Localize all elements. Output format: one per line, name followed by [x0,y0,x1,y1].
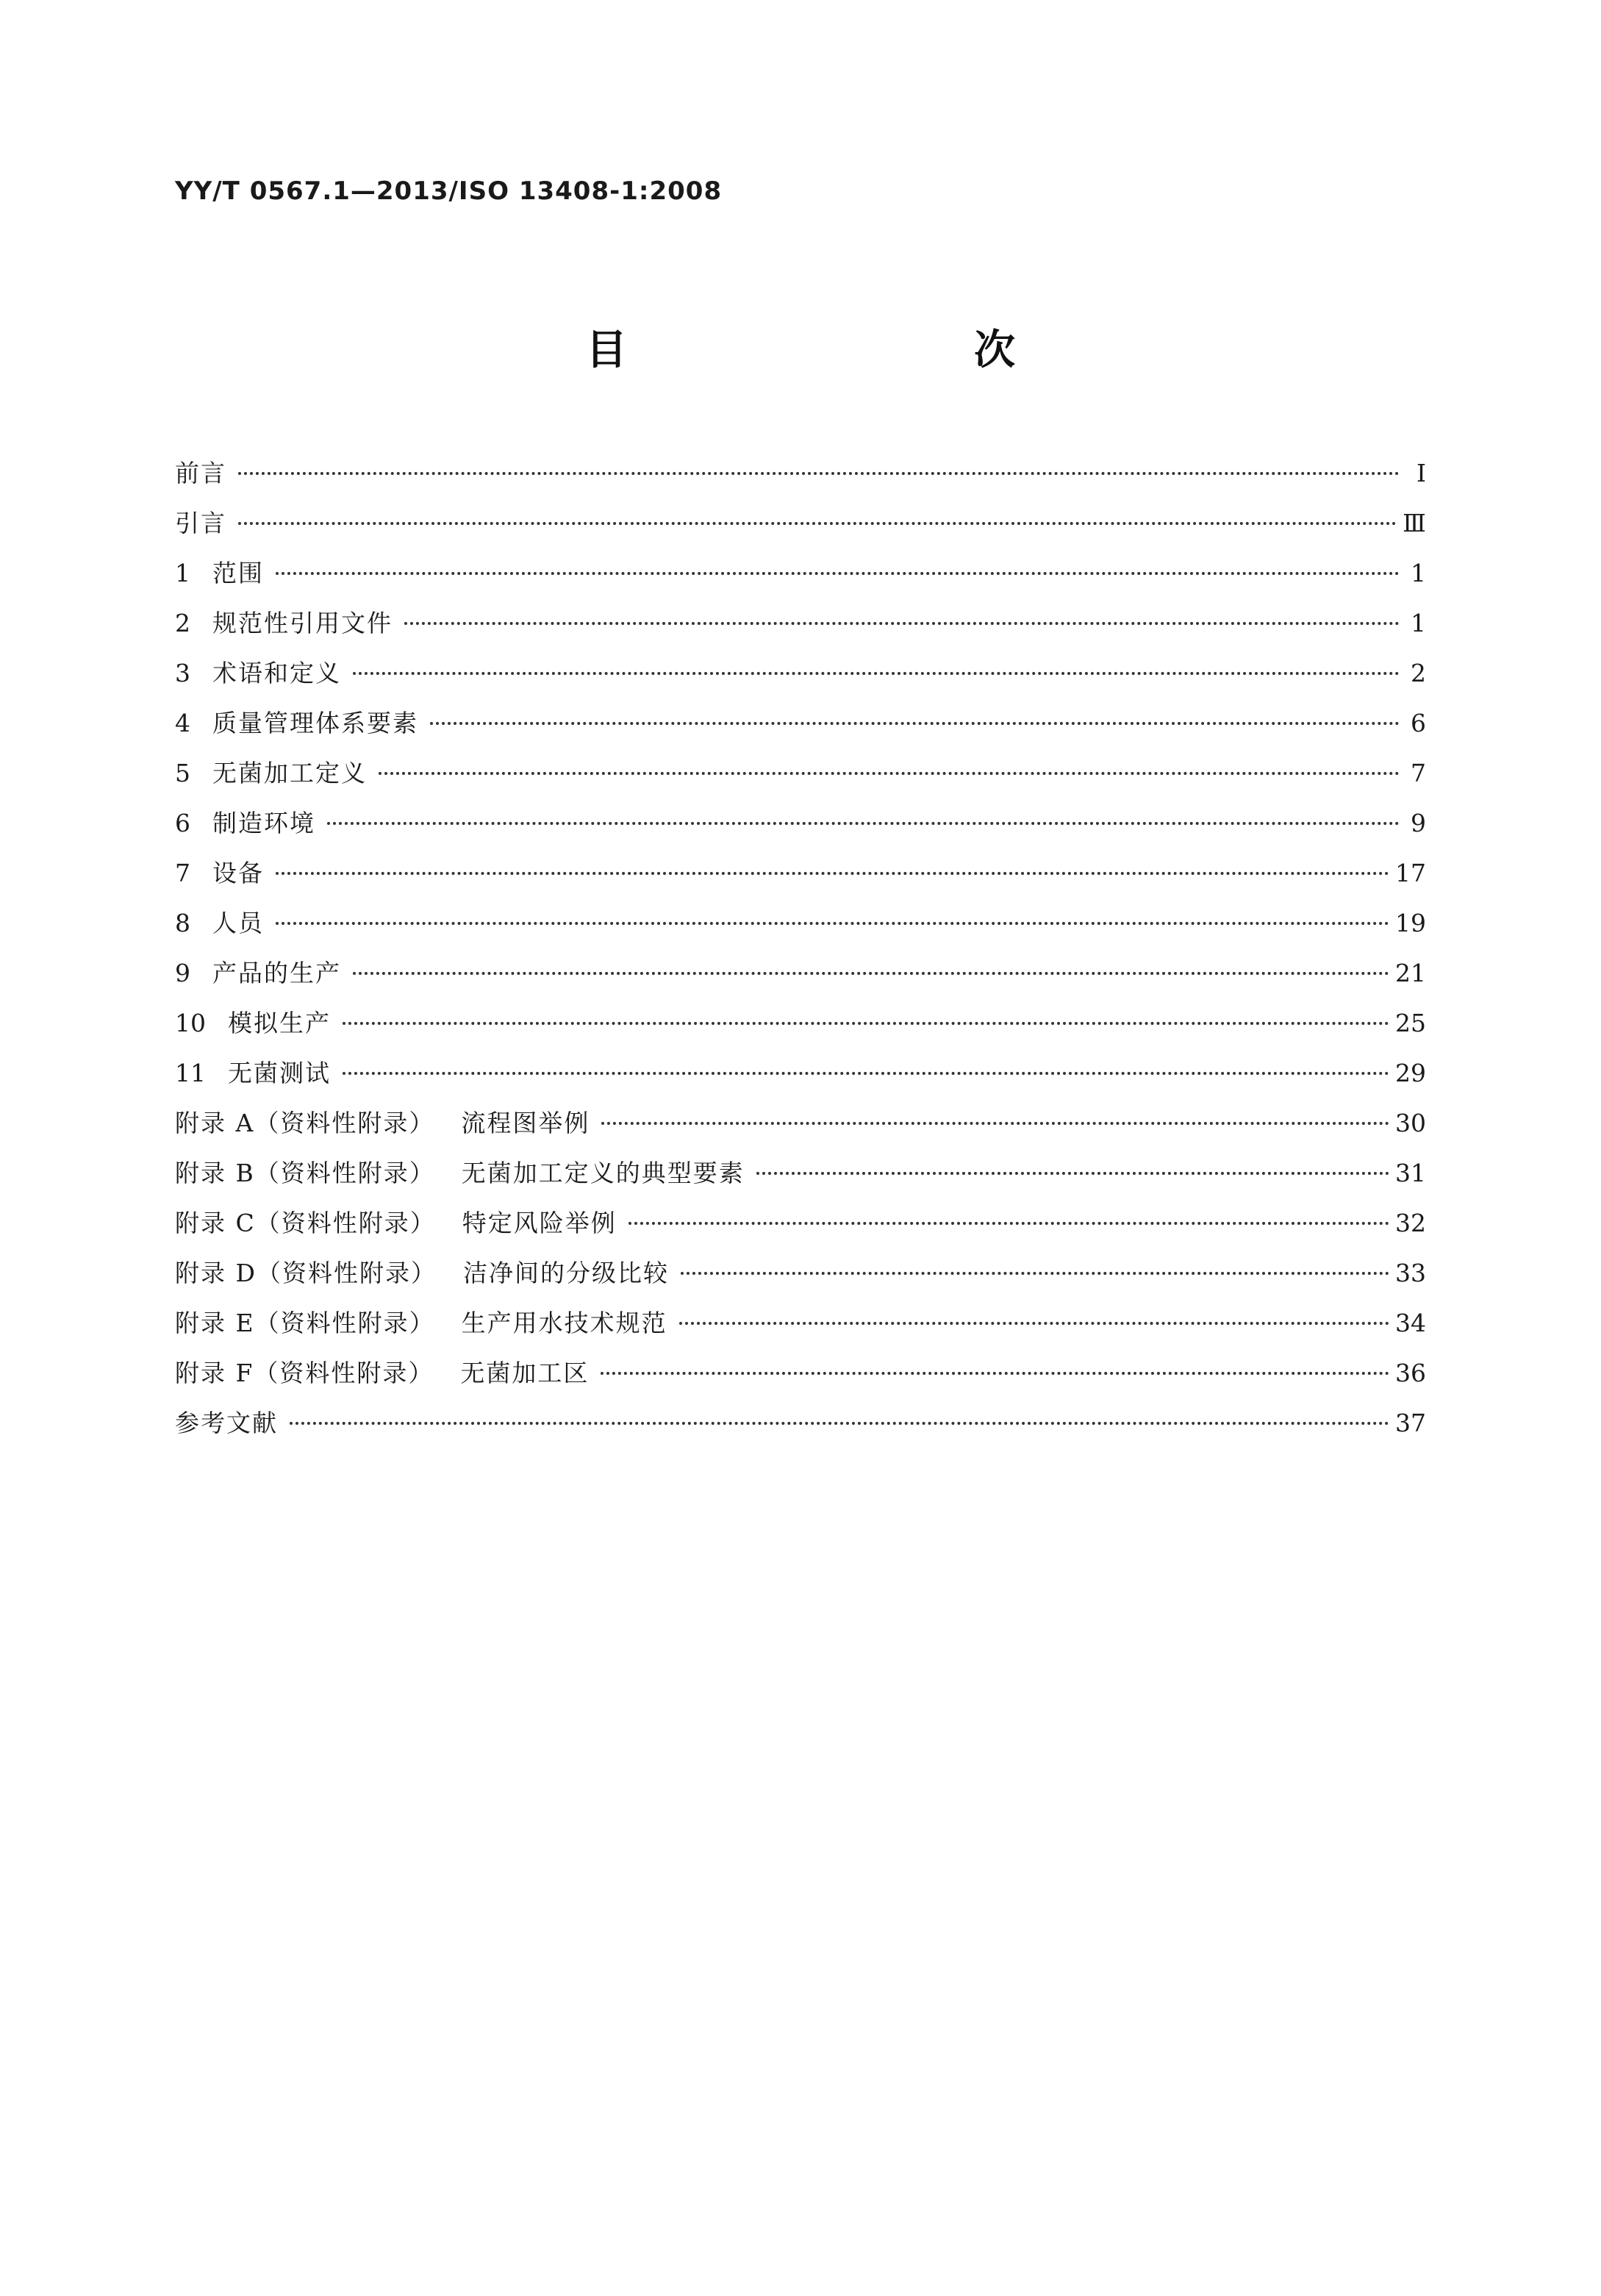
toc-dot-leader [404,622,1400,625]
toc-dot-leader [276,872,1389,875]
toc-entry-label: 前言 [175,459,226,487]
toc-entry-label: 模拟生产 [228,1009,331,1037]
toc-entry-10[interactable] [175,998,1426,1048]
toc-entry-number: 7 [175,859,190,887]
toc-entry-annex-b[interactable] [175,1148,1426,1198]
toc-entry-5[interactable] [175,748,1426,798]
toc-entry-introduction[interactable] [175,498,1426,548]
toc-entry-page: 2 [1411,659,1426,687]
toc-entry-number: 6 [175,809,190,837]
toc-entry-annex-e[interactable] [175,1298,1426,1348]
toc-dot-leader [343,1072,1389,1075]
toc-entry-3[interactable] [175,648,1426,698]
toc-entry-4[interactable] [175,698,1426,748]
toc-entry-page: 33 [1395,1259,1426,1287]
toc-entry-label: 生产用水技术规范 [461,1309,667,1337]
toc-entry-label: 制造环境 [212,809,315,837]
toc-annex-designation: 附录 D（资料性附录） [175,1259,437,1287]
toc-dot-leader [628,1222,1389,1225]
toc-entry-page: 32 [1395,1209,1426,1237]
toc-entry-7[interactable] [175,848,1426,898]
toc-annex-designation: 附录 B（资料性附录） [175,1159,435,1187]
toc-entry-page: 34 [1395,1309,1426,1337]
toc-entry-page: Ⅰ [1416,459,1426,487]
toc-dot-leader [327,822,1400,825]
toc-entry-label: 产品的生产 [212,959,341,987]
toc-entry-page: 7 [1411,759,1426,787]
toc-entry-page: 37 [1395,1409,1426,1437]
toc-entry-label: 规范性引用文件 [212,609,393,637]
toc-entry-page: 1 [1411,559,1426,587]
toc-entry-label: 流程图举例 [461,1109,590,1137]
toc-entry-label: 无菌加工定义的典型要素 [461,1159,745,1187]
toc-entry-number: 2 [175,609,190,637]
toc-dot-leader [681,1272,1389,1275]
toc-dot-leader [276,572,1400,575]
toc-entry-page: 36 [1395,1359,1426,1387]
toc-entry-label: 范围 [212,559,264,587]
toc-dot-leader [679,1322,1389,1325]
toc-entry-2[interactable] [175,598,1426,648]
toc-dot-leader [756,1172,1389,1175]
toc-entry-9[interactable] [175,948,1426,998]
toc-entry-annex-c[interactable] [175,1198,1426,1248]
toc-entry-11[interactable] [175,1048,1426,1098]
toc-entry-label: 术语和定义 [212,659,341,687]
toc-dot-leader [238,472,1400,475]
toc-annex-designation: 附录 C（资料性附录） [175,1209,436,1237]
toc-dot-leader [601,1372,1389,1375]
toc-entry-label: 人员 [212,909,264,937]
toc-entry-annex-f[interactable] [175,1348,1426,1398]
toc-entry-number: 11 [175,1059,206,1087]
toc-dot-leader [353,672,1400,675]
toc-entry-8[interactable] [175,898,1426,948]
table-of-contents [175,448,1426,1448]
toc-entry-label: 引言 [175,509,226,537]
toc-entry-page: 25 [1395,1009,1426,1037]
toc-entry-foreword[interactable] [175,448,1426,498]
toc-entry-number: 5 [175,759,190,787]
toc-entry-label: 洁净间的分级比较 [462,1259,669,1287]
toc-entry-page: 9 [1411,809,1426,837]
toc-entry-number: 9 [175,959,190,987]
toc-entry-label: 无菌测试 [228,1059,331,1087]
toc-dot-leader [601,1122,1389,1125]
toc-entry-number: 10 [175,1009,206,1037]
toc-entry-page: Ⅲ [1403,509,1426,537]
toc-entry-number: 1 [175,559,190,587]
toc-title: 目 次 [586,326,1103,374]
toc-entry-page: 21 [1395,959,1426,987]
toc-dot-leader [276,922,1389,925]
toc-entry-6[interactable] [175,798,1426,848]
toc-annex-designation: 附录 F（资料性附录） [175,1359,434,1387]
toc-entry-page: 19 [1395,909,1426,937]
toc-dot-leader [343,1022,1389,1025]
toc-entry-annex-a[interactable] [175,1098,1426,1148]
toc-entry-annex-d[interactable] [175,1248,1426,1298]
toc-annex-designation: 附录 E（资料性附录） [175,1309,435,1337]
toc-dot-leader [353,972,1389,975]
toc-entry-label: 无菌加工区 [460,1359,590,1387]
toc-entry-label: 质量管理体系要素 [212,709,418,737]
toc-entry-number: 8 [175,909,190,937]
toc-annex-designation: 附录 A（资料性附录） [175,1109,435,1137]
toc-entry-label: 设备 [212,859,264,887]
standard-number: YY/T 0567.1—2013/ISO 13408-1:2008 [175,176,723,206]
toc-entry-bibliography[interactable] [175,1398,1426,1448]
toc-entry-page: 1 [1411,609,1426,637]
toc-dot-leader [238,522,1397,525]
toc-entry-number: 3 [175,659,190,687]
toc-dot-leader [379,772,1400,775]
toc-dot-leader [430,722,1400,725]
toc-entry-page: 29 [1395,1059,1426,1087]
toc-entry-1[interactable] [175,548,1426,598]
toc-entry-page: 31 [1395,1159,1426,1187]
toc-entry-label: 参考文献 [175,1409,278,1437]
toc-entry-page: 17 [1395,859,1426,887]
toc-entry-number: 4 [175,709,190,737]
toc-entry-label: 无菌加工定义 [212,759,367,787]
toc-entry-label: 特定风险举例 [462,1209,617,1237]
toc-dot-leader [290,1422,1389,1425]
toc-entry-page: 30 [1395,1109,1426,1137]
toc-entry-page: 6 [1411,709,1426,737]
